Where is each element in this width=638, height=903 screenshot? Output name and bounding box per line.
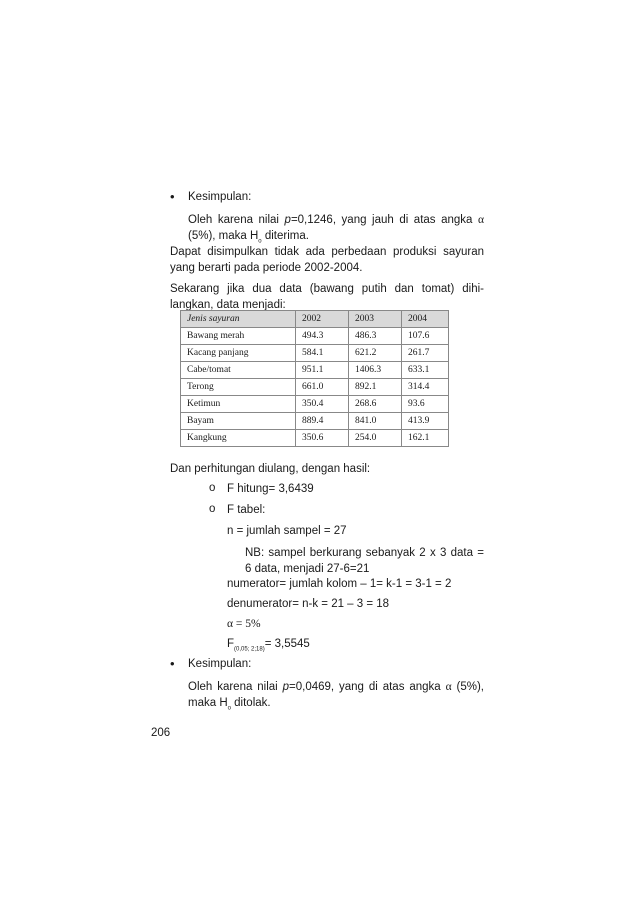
table-cell: Bayam xyxy=(181,413,296,430)
page-number: 206 xyxy=(151,727,171,739)
denumerator-line: denumerator= n-k = 21 – 3 = 18 xyxy=(227,598,390,610)
table-cell: 584.1 xyxy=(296,345,349,362)
bullet-icon: • xyxy=(170,656,175,671)
circle-bullet-icon: o xyxy=(209,503,216,515)
table-cell: Cabe/tomat xyxy=(181,362,296,379)
f-hitung: F hitung= 3,6439 xyxy=(227,483,314,495)
table-cell: 621.2 xyxy=(349,345,402,362)
table-cell: 841.0 xyxy=(349,413,402,430)
table-cell: Kacang panjang xyxy=(181,345,296,362)
table-cell: 413.9 xyxy=(402,413,449,430)
table-cell: 494.3 xyxy=(296,328,349,345)
table-cell: 107.6 xyxy=(402,328,449,345)
table-cell: 951.1 xyxy=(296,362,349,379)
table-row xyxy=(181,413,449,430)
f-critical-line: $F_{(0,05; 2;18)}= 3,5545$ xyxy=(227,638,310,653)
paragraph-recalc: Dan perhitungan diulang, dengan hasil: xyxy=(170,463,371,475)
n-line: n = jumlah sampel = 27 xyxy=(227,525,347,537)
table-cell: Terong xyxy=(181,379,296,396)
circle-bullet-icon: o xyxy=(209,482,216,494)
kesimpulan-text-1: Oleh karena nilai p=0,1246, yang jauh di atas angka α (5%), maka $H_o$ diterima. xyxy=(188,214,484,245)
table-cell: 254.0 xyxy=(349,430,402,447)
table-row xyxy=(181,362,449,379)
table-cell: Kangkung xyxy=(181,430,296,447)
table-row xyxy=(181,430,449,447)
kesimpulan-label-1: Kesimpulan: xyxy=(188,191,252,203)
bullet-icon: • xyxy=(170,189,175,204)
table-cell: 350.4 xyxy=(296,396,349,413)
table-cell: 1406.3 xyxy=(349,362,402,379)
header-2002: 2002 xyxy=(296,311,349,328)
table-cell: 486.3 xyxy=(349,328,402,345)
table-cell: 633.1 xyxy=(402,362,449,379)
paragraph-conclusion: Dapat disimpulkan tidak ada perbedaan produksi sayuran yang berarti pada periode 2002-2004. xyxy=(170,246,484,274)
table-row xyxy=(181,379,449,396)
alpha-line: α = 5% xyxy=(227,618,261,630)
table-cell: 268.6 xyxy=(349,396,402,413)
table-cell: 661.0 xyxy=(296,379,349,396)
table-cell: Bawang merah xyxy=(181,328,296,345)
kesimpulan-text-2: Oleh karena nilai p=0,0469, yang di atas angka α (5%), maka $H_o$ ditolak. xyxy=(188,681,485,712)
table-cell: 892.1 xyxy=(349,379,402,396)
header-2003: 2003 xyxy=(349,311,402,328)
kesimpulan-label-2: Kesimpulan: xyxy=(188,658,252,670)
header-2004: 2004 xyxy=(402,311,449,328)
table-row xyxy=(181,396,449,413)
numerator-line: numerator= jumlah kolom – 1= k-1 = 3-1 = 2 xyxy=(227,578,452,590)
table-cell: 314.4 xyxy=(402,379,449,396)
production-table xyxy=(180,310,449,447)
nb-note: NB: sampel berkurang sebanyak 2 x 3 data = 6 data, menjadi 27-6=21 xyxy=(245,547,484,575)
table-cell: 261.7 xyxy=(402,345,449,362)
table-cell: 889.4 xyxy=(296,413,349,430)
table-cell: 162.1 xyxy=(402,430,449,447)
header-jenis: Jenis sayuran xyxy=(181,311,296,328)
table-cell: Ketimun xyxy=(181,396,296,413)
f-tabel: F tabel: xyxy=(227,504,266,516)
table-cell: 350.6 xyxy=(296,430,349,447)
paragraph-intro-table: Sekarang jika dua data (bawang putih dan tomat) dihi-langkan, data menjadi: xyxy=(170,283,484,311)
table-header-row xyxy=(181,311,449,328)
table-cell: 93.6 xyxy=(402,396,449,413)
table-row xyxy=(181,345,449,362)
table-row xyxy=(181,328,449,345)
